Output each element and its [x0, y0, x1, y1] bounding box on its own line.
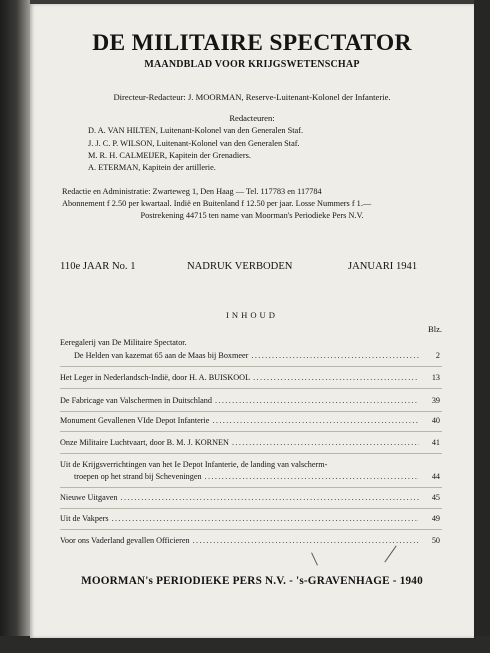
toc-entry-title: Monument Gevallenen VIde Depot Infanterie: [60, 416, 210, 425]
toc-entry: [60, 438, 440, 447]
toc-entry: [60, 460, 440, 469]
toc-leader: [112, 514, 419, 523]
editors-heading: Redacteuren:: [229, 113, 275, 123]
pen-mark: [311, 552, 318, 565]
scan-bottom-edge: [0, 636, 490, 653]
toc-entry: [60, 416, 440, 425]
editor-line: M. R. H. CALMEIJER, Kapitein der Grenadiers.: [88, 151, 251, 160]
toc-leader: [121, 493, 419, 502]
toc-entry-title: Uit de Krijgsverrichtingen van het Ie Depot Infanterie, de landing van valscherm-: [60, 460, 328, 469]
editor-line: D. A. VAN HILTEN, Luitenant-Kolonel van den Generalen Staf.: [88, 126, 304, 135]
postal-account-line: Postrekening 44715 ten name van Moorman's Periodieke Pers N.V.: [140, 211, 364, 220]
toc-entry-title: Het Leger in Nederlandsch-Indië, door H. A. BUISKOOL: [60, 373, 251, 382]
toc-leader: [215, 396, 419, 405]
toc-entry-title: Nieuwe Uitgaven: [60, 493, 118, 502]
issue-number: 110e JAAR No. 1: [60, 261, 136, 272]
toc-divider: [60, 508, 442, 509]
issue-date: JANUARI 1941: [348, 261, 418, 272]
toc-entry: [74, 472, 440, 481]
toc-leader: [251, 351, 419, 360]
reprint-notice: NADRUK VERBODEN: [187, 261, 293, 272]
toc-divider: [60, 431, 442, 432]
toc-entry-page: 13: [431, 373, 440, 382]
journal-subtitle: MAANDBLAD VOOR KRIJGSWETENSCHAP: [144, 59, 360, 70]
address-line: Redactie en Administratie: Zwarteweg 1, Den Haag — Tel. 117783 en 117784: [62, 187, 322, 196]
toc-entry: [74, 351, 440, 360]
editor-line: A. ETERMAN, Kapitein der artillerie.: [88, 163, 216, 172]
toc-entry: [60, 373, 440, 382]
toc-entry: [60, 514, 440, 523]
director-line: Directeur-Redacteur: J. MOORMAN, Reserve-Luitenant-Kolonel der Infanterie.: [113, 92, 391, 102]
toc-entry-page: 50: [431, 536, 440, 545]
toc-entry-page: 41: [431, 438, 440, 447]
toc-entry-title: Voor ons Vaderland gevallen Officieren: [60, 536, 190, 545]
toc-entry-page: 40: [431, 416, 440, 425]
toc-entry-title: De Helden van kazemat 65 aan de Maas bij Boxmeer: [74, 351, 249, 360]
journal-title: DE MILITAIRE SPECTATOR: [92, 30, 412, 56]
page-column-label: Blz.: [428, 324, 443, 334]
toc-entry-title: Eeregalerij van De Militaire Spectator.: [60, 338, 187, 347]
contents-heading: INHOUD: [226, 310, 278, 320]
scan-left-edge: [0, 0, 30, 653]
toc-entry-page: 39: [431, 396, 440, 405]
toc-divider: [60, 388, 442, 389]
toc-entry-page: 44: [431, 472, 440, 481]
toc-leader: [253, 373, 419, 382]
scan-right-edge: [474, 0, 490, 653]
toc-leader: [232, 438, 419, 447]
toc-entry-title: De Fabricage van Valschermen in Duitschland: [60, 396, 212, 405]
toc-leader: [205, 472, 419, 481]
subscription-line: Abonnement f 2.50 per kwartaal. Indië en Buitenland f 12.50 per jaar. Losse Nummers f 1.—: [62, 199, 372, 208]
toc-entry: [60, 396, 440, 405]
toc-entry-page: 49: [431, 514, 440, 523]
toc-entry-title: Uit de Vakpers: [60, 514, 109, 523]
toc-divider: [60, 529, 442, 530]
toc-divider: [60, 487, 442, 488]
editor-line: J. J. C. P. WILSON, Luitenant-Kolonel van den Generalen Staf.: [88, 139, 300, 148]
publisher-imprint: MOORMAN's PERIODIEKE PERS N.V. - 's-GRAVENHAGE - 1940: [81, 575, 423, 587]
toc-divider: [60, 366, 442, 367]
toc-entry-title: troepen op het strand bij Scheveningen: [74, 472, 202, 481]
toc-entry: [60, 338, 440, 347]
toc-entry-title: Onze Militaire Luchtvaart, door B. M. J. KORNEN: [60, 438, 229, 447]
toc-leader: [193, 536, 419, 545]
toc-entry: [60, 536, 440, 545]
pen-mark: [384, 546, 396, 563]
toc-entry: [60, 493, 440, 502]
title-page: [30, 4, 474, 638]
toc-divider: [60, 411, 442, 412]
toc-divider: [60, 453, 442, 454]
toc-leader: [212, 416, 419, 425]
toc-entry-page: 2: [435, 351, 440, 360]
toc-entry-page: 45: [431, 493, 440, 502]
